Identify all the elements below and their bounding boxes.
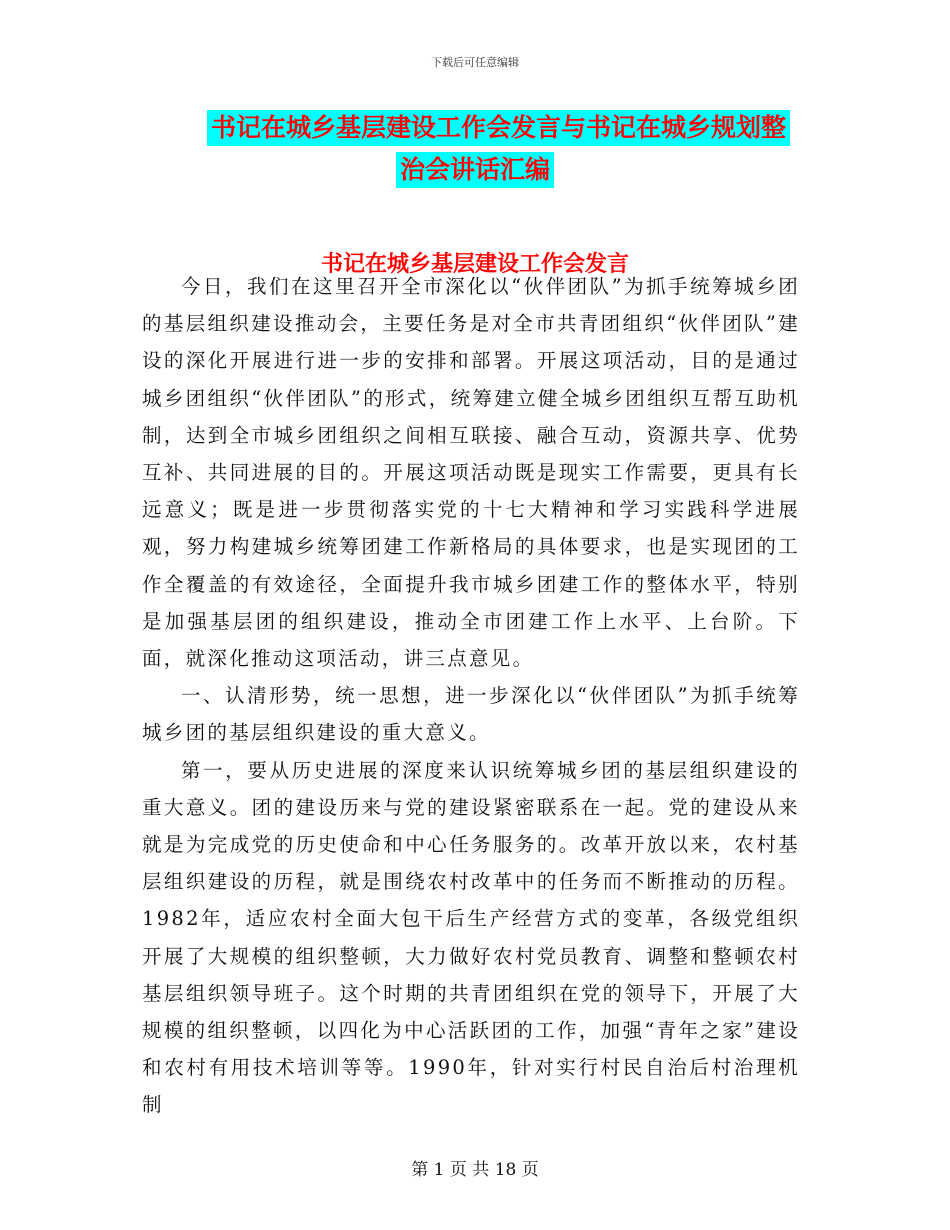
- page-footer: 第 1 页 共 18 页: [411, 1160, 539, 1180]
- section-title: 书记在城乡基层建设工作会发言: [320, 251, 629, 277]
- title-line-1: 书记在城乡基层建设工作会发言与书记在城乡规划整: [207, 110, 790, 146]
- paragraph-1: 今日，我们在这里召开全市深化以“伙伴团队”为抓手统筹城乡团的基层组织建设推动会，主要任务是对全市共青团组织“伙伴团队”建设的深化开展进行进一步的安排和部署。开展这项活动，目的是通过城乡团组织“伙伴团队”的形式，统筹建立健全城乡团组织互帮互助机制，达到全市城乡团组织之间相互联接、融合互动，资源共享、优势互补、共同进展的目的。开展这项活动既是现实工作需要，更具有长远意义；既是进一步贯彻落实党的十七大精神和学习实践科学进展观，努力构建城乡统筹团建工作新格局的具体要求，也是实现团的工作全覆盖的有效途径，全面提升我市城乡团建工作的整体水平，特别是加强基层团的组织建设，推动全市团建工作上水平、上台阶。下面，就深化推动这项活动，讲三点意见。: [142, 275, 800, 671]
- body-text: [142, 268, 800, 1124]
- paragraph-3: 第一，要从历史进展的深度来认识统筹城乡团的基层组织建设的重大意义。团的建设历来与党的建设紧密联系在一起。党的建设从来就是为完成党的历史使命和中心任务服务的。改革开放以来，农村基层组织建设的历程，就是围绕农村改革中的任务而不断推动的历程。1982年，适应农村全面大包干后生产经营方式的变革，各级党组织开展了大规模的组织整顿，大力做好农村党员教育、调整和整顿农村基层组织领导班子。这个时期的共青团组织在党的领导下，开展了大规模的组织整顿，以四化为中心活跃团的工作，加强“青年之家”建设和农村有用技术培训等等。1990年，针对实行村民自治后村治理机制: [142, 758, 800, 1117]
- document-title: [0, 110, 950, 188]
- header-note: 下载后可任意编辑: [431, 56, 519, 69]
- title-line-2: 治会讲话汇编: [396, 152, 554, 188]
- paragraph-2: 一、认清形势，统一思想，进一步深化以“伙伴团队”为抓手统筹城乡团的基层组织建设的重大意义。: [142, 684, 800, 745]
